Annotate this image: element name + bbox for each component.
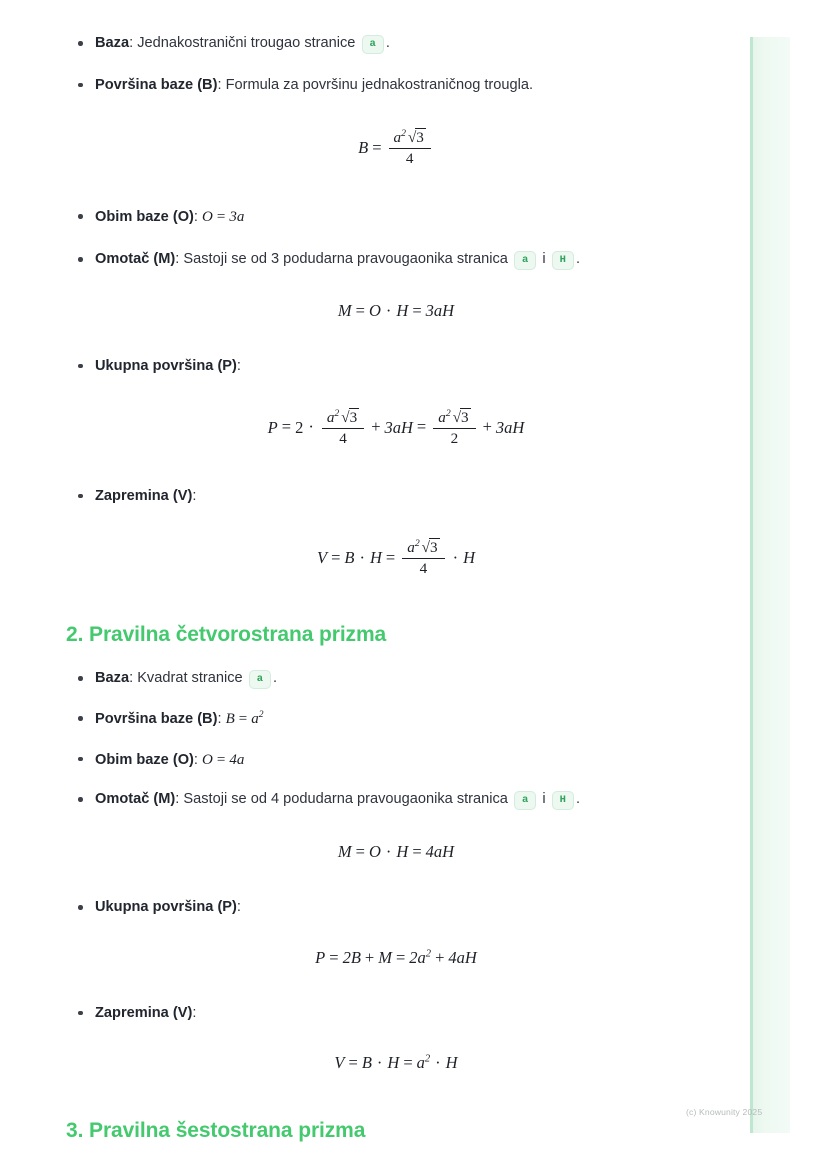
- bullet-colon: :: [175, 791, 180, 808]
- formula-v-triangle: [66, 539, 726, 579]
- formula-b-triangle: [66, 129, 726, 169]
- math-symbol-H: H: [445, 1053, 458, 1073]
- math-equals: =: [216, 209, 226, 226]
- radicand: 3: [461, 408, 469, 426]
- conjunction: i: [542, 251, 546, 268]
- math-symbol-O: O: [202, 751, 213, 768]
- code-badge-H: H: [552, 791, 574, 810]
- list-item-zapremina-1: [66, 487, 726, 507]
- bullet-list-section-1b: [66, 207, 726, 269]
- bullet-colon: :: [193, 751, 198, 768]
- math-symbol-a: a: [326, 408, 335, 426]
- list-item-povrsina-baze-1: [66, 76, 726, 96]
- list-item-obim-baze-1: [66, 207, 726, 228]
- square-root: [339, 408, 359, 427]
- bullet-text: Kvadrat stranice: [137, 670, 243, 687]
- math-exponent: 2: [425, 948, 432, 960]
- math-symbol-P: P: [315, 947, 326, 967]
- math-exponent: 2: [424, 1053, 431, 1065]
- math-cdot: ·: [385, 300, 392, 320]
- bullet-colon: :: [217, 711, 222, 727]
- bullet-list-section-2: [66, 669, 726, 810]
- code-badge-H: H: [552, 251, 574, 270]
- math-symbol-a: a: [416, 1053, 425, 1073]
- math-symbol-O: O: [368, 842, 381, 862]
- code-badge-a: a: [249, 670, 271, 689]
- math-equals: =: [281, 417, 292, 437]
- math-symbol-B: B: [361, 1053, 372, 1073]
- bullet-label: Obim baze (O): [95, 209, 194, 226]
- section-heading-3: 3. Pravilna šestostrana prizma: [66, 1119, 366, 1143]
- formula-p-triangle: [66, 409, 726, 449]
- fraction: [402, 538, 444, 578]
- math-value-3a: 3a: [229, 209, 245, 226]
- bullet-list-section-1c: [66, 357, 726, 377]
- inline-formula-obim-2: [202, 752, 244, 768]
- bullet-text: Jednakostranični trougao stranice: [137, 35, 356, 51]
- bullet-colon: :: [192, 1004, 197, 1021]
- math-symbol-H: H: [396, 300, 409, 320]
- bullet-period: .: [575, 791, 581, 808]
- math-value-3aH: 3aH: [425, 300, 455, 320]
- math-equals: =: [412, 300, 422, 320]
- radicand: 3: [430, 539, 438, 557]
- radicand: 3: [416, 129, 424, 147]
- bullet-colon: :: [193, 209, 198, 226]
- bullet-colon: :: [236, 899, 241, 916]
- math-plus: +: [435, 947, 445, 967]
- math-equals: =: [216, 751, 226, 768]
- fraction-numerator: [322, 408, 364, 429]
- fraction-numerator: [433, 408, 475, 429]
- bullet-list-section-2c: [66, 1004, 726, 1024]
- radical-icon: √: [341, 408, 350, 426]
- fraction-numerator: [389, 128, 431, 149]
- math-value-2B: 2B: [342, 947, 361, 967]
- fraction: [389, 128, 431, 168]
- fraction: [433, 408, 475, 448]
- formula-m-square: [66, 842, 726, 862]
- math-symbol-H: H: [396, 842, 409, 862]
- code-badge-a: a: [362, 35, 384, 54]
- list-item-ukupna-povrsina-2: [66, 898, 726, 918]
- math-equals: =: [372, 138, 382, 158]
- math-equals: =: [403, 1053, 413, 1073]
- fraction: [322, 408, 364, 448]
- math-value-4aH: 4aH: [425, 842, 455, 862]
- formula-v-square: [66, 1053, 726, 1073]
- bullet-period: .: [273, 670, 278, 687]
- code-badge-a: a: [514, 791, 536, 810]
- math-equals: =: [238, 711, 248, 727]
- bullet-text: Sastoji se od 4 podudarna pravougaonika stranica: [183, 791, 508, 808]
- math-exponent: 2: [445, 407, 451, 419]
- bullet-label: Površina baze (B): [95, 76, 218, 93]
- bullet-label: Omotač (M): [95, 251, 176, 268]
- math-equals: =: [395, 947, 406, 967]
- math-symbol-B: B: [358, 138, 369, 158]
- bullet-colon: :: [236, 357, 241, 374]
- math-equals: =: [329, 947, 339, 967]
- fraction-denominator: 4: [339, 429, 347, 447]
- radical-icon: √: [421, 539, 430, 557]
- math-equals: =: [412, 842, 422, 862]
- bullet-list-section-1d: [66, 487, 726, 507]
- math-equals: =: [348, 1053, 358, 1073]
- fraction-numerator: [402, 538, 444, 559]
- bullet-label: Baza: [95, 35, 130, 51]
- math-symbol-V: V: [316, 548, 328, 568]
- bullet-label: Baza: [95, 670, 130, 687]
- square-root: [451, 408, 471, 427]
- bullet-text: Sastoji se od 3 podudarna pravougaonika stranica: [183, 251, 508, 268]
- math-equals: =: [331, 548, 341, 568]
- math-symbol-M: M: [378, 947, 392, 967]
- math-plus: +: [364, 947, 375, 967]
- math-exponent: 2: [258, 709, 264, 720]
- math-value-2: 2: [295, 417, 304, 437]
- right-decorative-band: [750, 37, 790, 1133]
- math-cdot: ·: [452, 548, 459, 568]
- bullet-label: Omotač (M): [95, 791, 176, 808]
- bullet-period: .: [575, 251, 581, 268]
- fraction-denominator: 2: [450, 429, 459, 447]
- math-cdot: ·: [359, 548, 365, 568]
- bullet-list-section-1: [66, 34, 726, 95]
- math-symbol-V: V: [334, 1053, 345, 1073]
- inline-formula-povrsina-2: [226, 711, 264, 727]
- math-value-3aH: 3aH: [384, 417, 413, 437]
- list-item-baza-1: [66, 34, 726, 54]
- math-plus: +: [482, 417, 492, 437]
- bullet-colon: :: [129, 670, 134, 687]
- square-root: [406, 128, 426, 147]
- math-symbol-P: P: [267, 417, 278, 437]
- list-item-omotac-2: [66, 790, 726, 810]
- list-item-povrsina-baze-2: [66, 709, 726, 730]
- math-symbol-a: a: [407, 539, 415, 557]
- math-symbol-O: O: [202, 209, 213, 226]
- list-item-zapremina-2: [66, 1004, 726, 1024]
- math-value-3aH: 3aH: [495, 417, 525, 437]
- math-symbol-H: H: [387, 1053, 400, 1073]
- bullet-label: Ukupna površina (P): [95, 357, 237, 374]
- copyright-notice: (c) Knowunity 2025: [686, 1107, 763, 1117]
- math-symbol-a: a: [438, 408, 446, 426]
- math-equals: =: [355, 842, 365, 862]
- radical-icon: √: [407, 129, 417, 147]
- math-plus: +: [371, 417, 381, 437]
- bullet-label: Zapremina (V): [95, 487, 193, 504]
- math-cdot: ·: [376, 1053, 383, 1073]
- math-symbol-H: H: [463, 548, 476, 568]
- fraction-denominator: 4: [405, 150, 414, 168]
- code-badge-a: a: [514, 251, 536, 270]
- bullet-colon: :: [175, 251, 180, 268]
- math-symbol-M: M: [337, 300, 352, 320]
- math-symbol-a: a: [393, 129, 402, 147]
- list-item-ukupna-povrsina-1: [66, 357, 726, 377]
- math-symbol-a: a: [251, 711, 259, 727]
- bullet-label: Površina baze (B): [95, 711, 218, 727]
- math-exponent: 2: [414, 538, 420, 550]
- math-symbol-O: O: [368, 300, 381, 320]
- bullet-label: Obim baze (O): [95, 751, 194, 768]
- bullet-colon: :: [217, 76, 222, 93]
- list-item-baza-2: [66, 669, 726, 689]
- math-symbol-B: B: [225, 711, 235, 727]
- math-cdot: ·: [435, 1053, 441, 1073]
- math-symbol-M: M: [337, 842, 352, 862]
- math-exponent: 2: [401, 128, 406, 140]
- math-symbol-B: B: [344, 548, 355, 568]
- math-exponent: 2: [334, 407, 340, 419]
- math-equals: =: [355, 300, 365, 320]
- document-content: [66, 34, 726, 1165]
- math-value-4a: 4a: [229, 751, 245, 768]
- math-cdot: ·: [308, 417, 314, 437]
- bullet-text: Formula za površinu jednakostraničnog trougla.: [225, 76, 534, 93]
- bullet-list-section-2b: [66, 898, 726, 918]
- radicand: 3: [349, 408, 358, 426]
- square-root: [420, 538, 440, 557]
- math-value-4aH: 4aH: [448, 947, 477, 967]
- formula-m-triangle: [66, 301, 726, 321]
- radical-icon: √: [452, 408, 462, 426]
- bullet-label: Zapremina (V): [95, 1004, 193, 1021]
- math-equals: =: [416, 417, 427, 437]
- bullet-period: .: [385, 35, 390, 51]
- math-value-2a: 2a: [409, 947, 426, 967]
- math-symbol-H: H: [369, 548, 382, 568]
- inline-formula-obim: [202, 209, 244, 225]
- bullet-colon: :: [129, 35, 134, 51]
- list-item-obim-baze-2: [66, 750, 726, 771]
- conjunction: i: [542, 791, 546, 808]
- bullet-label: Ukupna površina (P): [95, 899, 237, 916]
- math-cdot: ·: [385, 842, 392, 862]
- section-heading-2: 2. Pravilna četvorostrana prizma: [66, 623, 387, 647]
- bullet-colon: :: [192, 487, 197, 504]
- list-item-omotac-1: [66, 250, 726, 270]
- fraction-denominator: 4: [419, 560, 428, 578]
- math-equals: =: [385, 548, 396, 568]
- formula-p-square: [66, 948, 726, 968]
